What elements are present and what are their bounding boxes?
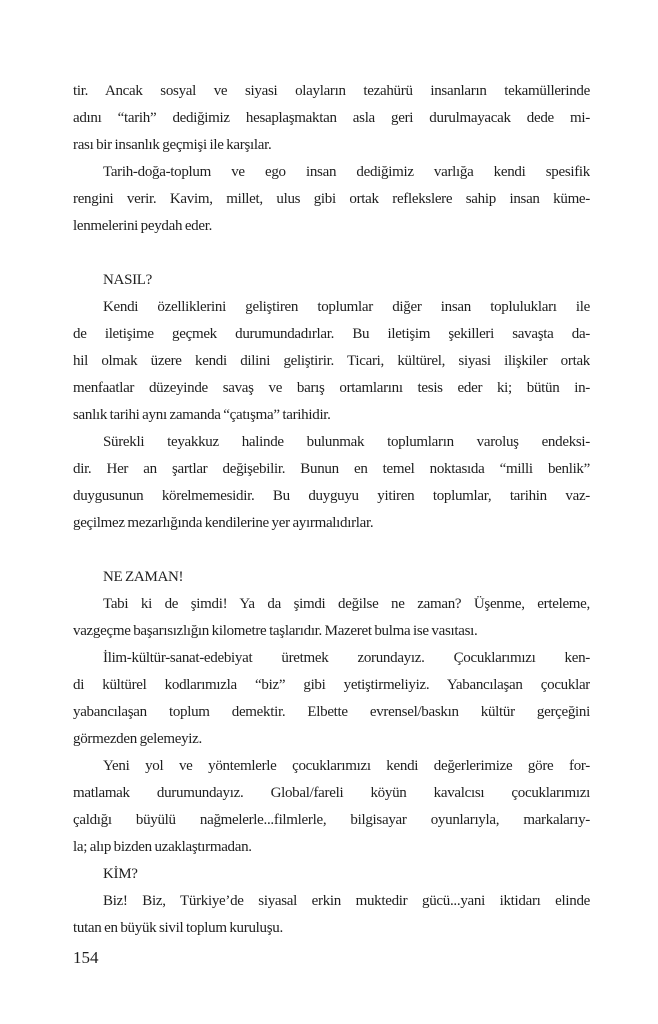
text-line: İlim-kültür-sanat-edebiyat üretmek zorundayız. Çocuklarımızı ken- bbox=[103, 650, 590, 666]
text-line: Yeni yol ve yöntemlerle çocuklarımızı kendi değerlerimize göre for- bbox=[103, 758, 590, 774]
text-line: hil olmak üzere kendi dilini geliştirir. Ticari, kültürel, siyasi ilişkiler ortak bbox=[73, 353, 590, 369]
text-line: geçilmez mezarlığında kendilerine yer ayırmalıdırlar. bbox=[73, 515, 374, 531]
text-line: Tabi ki de şimdi! Ya da şimdi değilse ne zaman? Üşenme, erteleme, bbox=[103, 596, 590, 612]
text-line: sanlık tarihi aynı zamanda “çatışma” tarihidir. bbox=[73, 407, 331, 423]
text-line: tutan en büyük sivil toplum kuruluşu. bbox=[73, 920, 283, 936]
text-line: KİM? bbox=[103, 866, 138, 882]
page-number: 154 bbox=[73, 948, 99, 967]
text-line: rası bir insanlık geçmişi ile karşılar. bbox=[73, 137, 272, 153]
text-line: la; alıp bizden uzaklaştırmadan. bbox=[73, 839, 252, 855]
text-line: dir. Her an şartlar değişebilir. Bunun en temel noktasıda “milli benlik” bbox=[73, 461, 590, 477]
text-line: rengini verir. Kavim, millet, ulus gibi ortak reflekslere sahip insan küme- bbox=[73, 191, 590, 207]
text-line: Biz! Biz, Türkiye’de siyasal erkin muktedir gücü...yani iktidarı elinde bbox=[103, 893, 590, 909]
text-line: matlamak durumundayız. Global/fareli köyün kavalcısı çocuklarımızı bbox=[73, 785, 590, 801]
text-line: NE ZAMAN! bbox=[103, 569, 184, 585]
text-line: tir. Ancak sosyal ve siyasi olayların tezahürü insanların tekamüllerinde bbox=[73, 83, 590, 99]
text-line: NASIL? bbox=[103, 272, 153, 288]
text-line: çaldığı büyülü nağmelerle...filmlerle, bilgisayar oyunlarıyla, markalarıy- bbox=[73, 812, 590, 828]
page-text bbox=[73, 78, 590, 942]
text-line: Tarih-doğa-toplum ve ego insan dediğimiz varlığa kendi spesifik bbox=[103, 164, 590, 180]
text-line: Kendi özelliklerini geliştiren toplumlar diğer insan toplulukları ile bbox=[103, 299, 590, 315]
text-line: di kültürel kodlarımızla “biz” gibi yetiştirmeliyiz. Yabancılaşan çocuklar bbox=[73, 677, 590, 693]
text-line: Sürekli teyakkuz halinde bulunmak toplumların varoluş endeksi- bbox=[103, 434, 590, 450]
text-line: görmezden gelemeyiz. bbox=[73, 731, 202, 747]
text-line: adını “tarih” dediğimiz hesaplaşmaktan asla geri durulmayacak dede mi- bbox=[73, 110, 590, 126]
text-line: yabancılaşan toplum demektir. Elbette evrensel/baskın kültür gerçeğini bbox=[73, 704, 590, 720]
text-line: vazgeçme başarısızlığın kilometre taşlarıdır. Mazeret bulma ise vasıtası. bbox=[73, 623, 478, 639]
text-line: menfaatlar düzeyinde savaş ve barış ortamlarını tesis eder ki; bütün in- bbox=[73, 380, 590, 396]
text-line: de iletişime geçmek durumundadırlar. Bu iletişim şekilleri savaşta da- bbox=[73, 326, 590, 342]
text-line: duygusunun körelmemesidir. Bu duyguyu yitiren toplumlar, tarihin vaz- bbox=[73, 488, 590, 504]
text-line: lenmelerini peydah eder. bbox=[73, 218, 213, 234]
